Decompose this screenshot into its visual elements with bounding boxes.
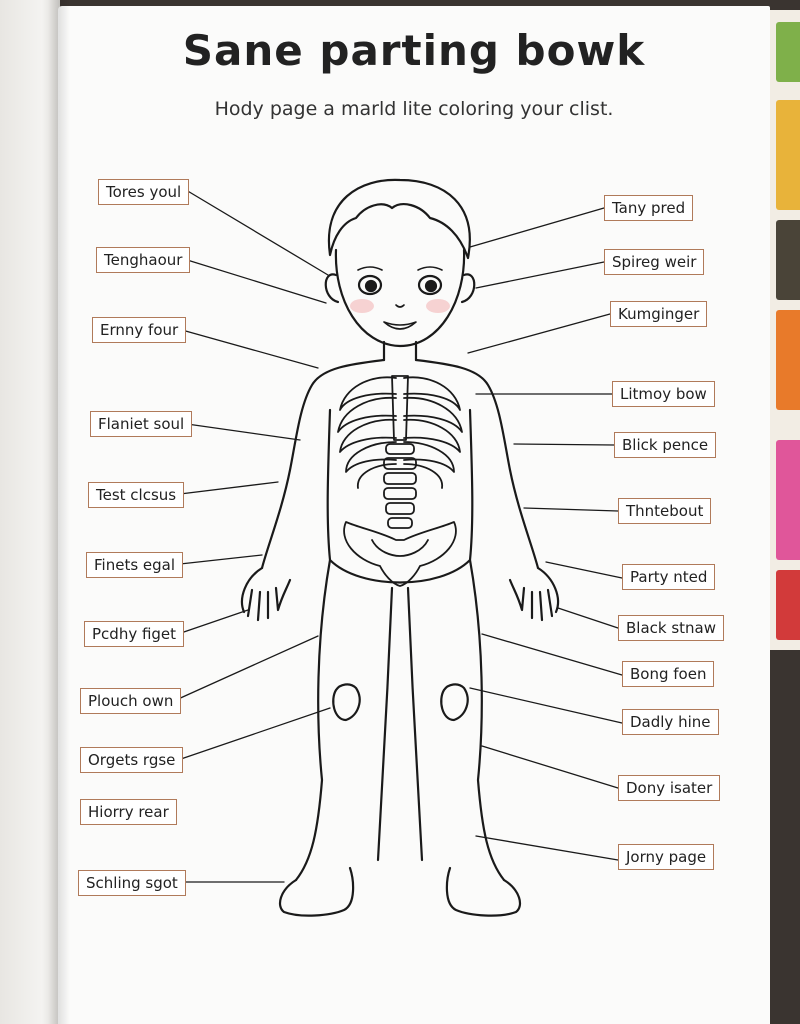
label-right-8: Black stnaw (618, 615, 724, 641)
label-right-6: Thntebout (618, 498, 711, 524)
label-left-10: Hiorry rear (80, 799, 177, 825)
left-hand (242, 568, 290, 620)
label-right-9: Bong foen (622, 661, 714, 687)
leader-lines-right (468, 208, 622, 860)
right-hand (510, 568, 558, 620)
label-left-3: Ernny four (92, 317, 186, 343)
label-left-2: Tenghaour (96, 247, 190, 273)
label-right-10: Dadly hine (622, 709, 719, 735)
rib-cage (338, 376, 462, 488)
inner-legs (378, 588, 422, 860)
leader-lines-left (176, 190, 330, 882)
label-right-11: Dony isater (618, 775, 720, 801)
label-right-5: Blick pence (614, 432, 716, 458)
left-foot (280, 868, 353, 916)
label-left-9: Orgets rgse (80, 747, 183, 773)
label-right-2: Spireg weir (604, 249, 704, 275)
nose (396, 305, 404, 307)
spine (384, 444, 416, 528)
left-kneecap (333, 684, 359, 720)
page-title: Sane parting bowk (182, 26, 646, 75)
right-kneecap (441, 684, 467, 720)
mouth (384, 322, 416, 329)
left-cheek (350, 299, 374, 313)
label-left-1: Tores youl (98, 179, 189, 205)
torso (262, 360, 538, 880)
head (336, 250, 464, 346)
hair (329, 180, 470, 258)
label-right-1: Tany pred (604, 195, 693, 221)
right-ear (462, 274, 474, 302)
label-left-5: Test clcsus (88, 482, 184, 508)
label-right-12: Jorny page (618, 844, 714, 870)
right-cheek (426, 299, 450, 313)
label-left-11: Schling sgot (78, 870, 186, 896)
label-right-7: Party nted (622, 564, 715, 590)
page-subtitle: Hody page a marld lite coloring your clist. (214, 98, 614, 120)
left-ear (326, 274, 338, 302)
label-right-3: Kumginger (610, 301, 707, 327)
label-left-7: Pcdhy figet (84, 621, 184, 647)
label-right-4: Litmoy bow (612, 381, 715, 407)
label-left-8: Plouch own (80, 688, 181, 714)
label-left-6: Finets egal (86, 552, 183, 578)
label-left-4: Flaniet soul (90, 411, 192, 437)
right-foot (447, 868, 520, 916)
